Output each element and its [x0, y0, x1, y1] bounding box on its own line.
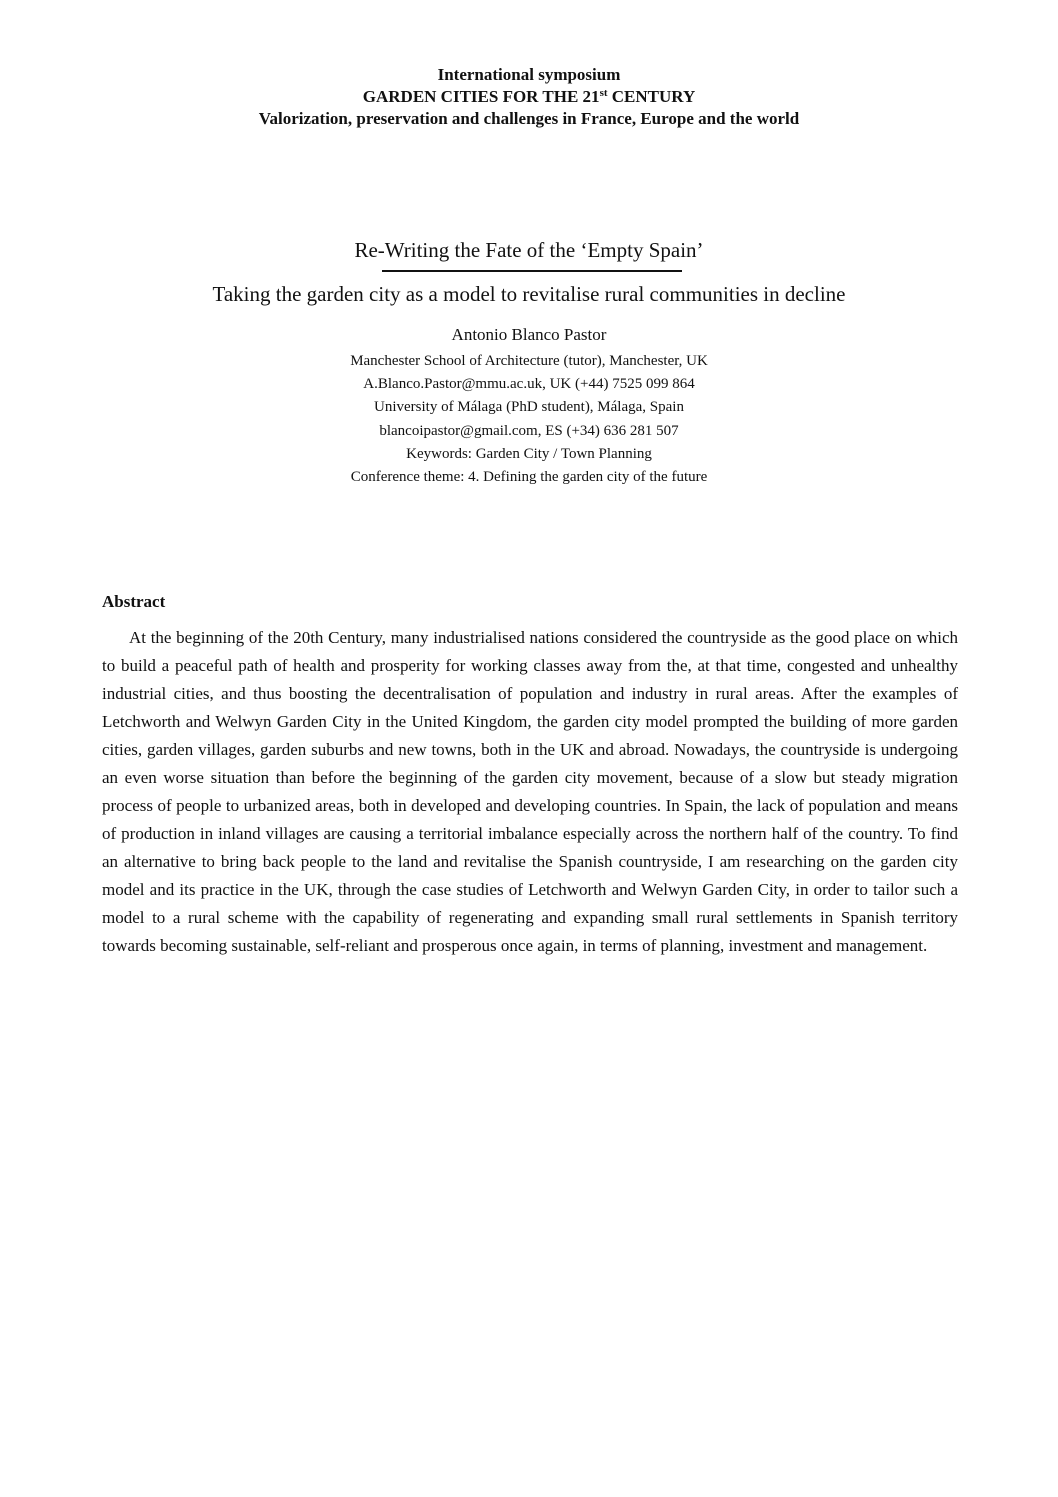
affiliation-line: Manchester School of Architecture (tutor), Manchester, UK: [350, 353, 708, 369]
conference-theme-line: Conference theme: 4. Defining the garden city of the future: [350, 469, 708, 486]
abstract-heading: Abstract: [102, 592, 166, 611]
symposium-header: [0, 64, 1058, 130]
symposium-label: International symposium: [437, 65, 621, 84]
title-underline: [382, 270, 682, 272]
paper-title: Re-Writing the Fate of the ‘Empty Spain’: [354, 238, 704, 262]
abstract-body: At the beginning of the 20th Century, many industrialised nations considered the countryside as the good place on which to build a peaceful path of health and prosperity for working classes away from the, at that time, congested and unhealthy industrial cities, and thus boosting the decentralisation of population and industry in rural areas. After the examples of Letchworth and Welwyn Garden City in the United Kingdom, the garden city model prompted the building of more garden cities, garden villages, garden suburbs and new towns, both in the UK and abroad. Nowadays, the countryside is undergoing an even worse situation than before the beginning of the garden city movement, because of a slow but steady migration process of people to urbanized areas, both in developed and developing countries. In Spain, the lack of population and means of production in inland villages are causing a territorial imbalance especially across the northern half of the country. To find an alternative to bring back people to the land and revitalise the Spanish countryside, I am researching on the garden city model and its practice in the UK, through the case studies of Letchworth and Welwyn Garden City, in order to tailor such a model to a rural scheme with the capability of regenerating and expanding small rural settlements in Spanish territory towards becoming sustainable, self-reliant and prosperous once again, in terms of planning, investment and management.: [102, 628, 958, 955]
affiliation-email-line: blancoipastor@gmail.com, ES (+34) 636 281 507: [379, 422, 679, 439]
symposium-title-prefix: GARDEN CITIES FOR THE 21: [362, 87, 600, 106]
affiliation-line: University of Málaga (PhD student), Málaga, Spain: [374, 399, 684, 416]
symposium-subtitle: Valorization, preservation and challenges in France, Europe and the world: [258, 109, 800, 128]
author-name: Antonio Blanco Pastor: [451, 325, 607, 344]
paper-subtitle: Taking the garden city as a model to revitalise rural communities in decline: [212, 282, 846, 306]
symposium-title: [0, 86, 1058, 108]
keywords-line: Keywords: Garden City / Town Planning: [406, 445, 652, 462]
symposium-title-suffix: CENTURY: [607, 87, 696, 106]
author-affiliations: [0, 350, 1058, 489]
symposium-title-superscript: st: [599, 87, 608, 99]
affiliation-email-line: A.Blanco.Pastor@mmu.ac.uk, UK (+44) 7525 099 864: [363, 376, 695, 393]
